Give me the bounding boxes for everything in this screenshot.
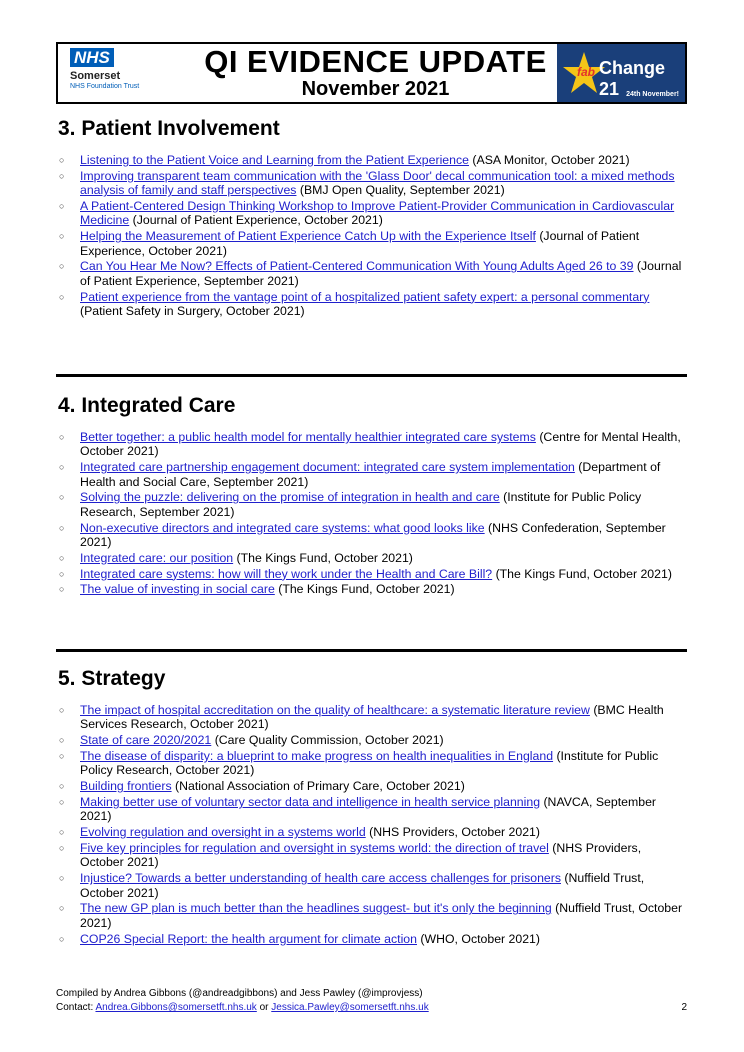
bullet-icon: ○ xyxy=(59,291,65,302)
article-source: (ASA Monitor, October 2021) xyxy=(468,153,630,167)
article-source: (BMC Health Services Research, October 2021) xyxy=(80,703,664,732)
article-source: (The Kings Fund, October 2021) xyxy=(274,582,455,597)
bullet-icon: ○ xyxy=(59,492,65,503)
list-item xyxy=(56,490,687,519)
list-item xyxy=(56,871,687,900)
list-item xyxy=(56,169,687,198)
section-divider xyxy=(56,649,687,652)
page-number: 2 xyxy=(681,1002,687,1013)
bullet-icon: ○ xyxy=(59,751,65,761)
bullet-icon: ○ xyxy=(59,735,65,746)
article-link[interactable]: Helping the Measurement of Patient Experience Catch Up with the Experience Itself xyxy=(80,229,536,244)
article-link[interactable]: Building frontiers xyxy=(80,779,172,794)
section-divider xyxy=(56,374,687,377)
email-link-jessica[interactable]: Jessica.Pawley@somersetft.nhs.uk xyxy=(271,1002,429,1013)
article-source: (Care Quality Commission, October 2021) xyxy=(211,733,444,748)
bullet-icon: ○ xyxy=(59,584,65,595)
list-item xyxy=(56,779,687,793)
list-item xyxy=(56,153,687,167)
nhs-trust-name: NHS Foundation Trust xyxy=(70,83,140,90)
section-title: 5. Strategy xyxy=(58,667,166,690)
item-list xyxy=(56,703,687,946)
bullet-icon: ○ xyxy=(59,568,65,579)
article-link[interactable]: Integrated care partnership engagement document: integrated care system implementation xyxy=(80,460,575,475)
list-item xyxy=(56,551,687,565)
contact-line xyxy=(56,1001,687,1015)
bullet-icon: ○ xyxy=(59,827,65,838)
article-link[interactable]: Evolving regulation and oversight in a systems world xyxy=(80,825,366,840)
article-link[interactable]: Patient experience from the vantage point of a hospitalized patient safety expert: a personal commentary xyxy=(80,289,650,304)
list-item xyxy=(56,733,687,747)
article-source: (Centre for Mental Health, October 2021) xyxy=(80,430,681,459)
item-list xyxy=(56,153,687,318)
bullet-icon: ○ xyxy=(59,170,65,181)
list-item xyxy=(56,749,687,778)
article-source: (NHS Providers, October 2021) xyxy=(80,841,642,870)
fab-word: fab xyxy=(577,65,595,79)
bullet-icon: ○ xyxy=(59,903,65,914)
contact-label: Contact: xyxy=(56,1002,96,1013)
article-link[interactable]: COP26 Special Report: the health argument for climate action xyxy=(80,931,417,946)
nhs-somerset-logo xyxy=(70,48,139,91)
article-source: (Patient Safety in Surgery, October 2021) xyxy=(80,304,305,319)
fab-date: 24th November! xyxy=(626,91,679,98)
email-link-andrea[interactable]: Andrea.Gibbons@somersetft.nhs.uk xyxy=(95,1002,257,1013)
article-source: (NHS Providers, October 2021) xyxy=(365,825,540,840)
section-patient-involvement xyxy=(56,117,687,320)
item-list xyxy=(56,430,687,597)
list-item xyxy=(56,199,687,228)
page-footer xyxy=(56,987,687,1015)
bullet-icon: ○ xyxy=(59,933,65,944)
bullet-icon: ○ xyxy=(59,873,65,884)
list-item xyxy=(56,932,687,946)
list-item xyxy=(56,795,687,824)
list-item xyxy=(56,460,687,489)
bullet-icon: ○ xyxy=(59,522,65,533)
bullet-icon: ○ xyxy=(59,843,65,853)
page-subtitle: November 2021 xyxy=(301,78,450,100)
article-link[interactable]: The new GP plan is much better than the headlines suggest- but it's only the beginning xyxy=(80,901,552,916)
article-source: (Journal of Patient Experience, September 2021) xyxy=(80,259,682,288)
article-source: (NHS Confederation, September 2021) xyxy=(80,520,666,550)
list-item xyxy=(56,430,687,459)
article-source: (Department of Health and Social Care, September 2021) xyxy=(80,460,661,489)
article-source: (Nuffield Trust, October 2021) xyxy=(80,871,645,900)
article-link[interactable]: Listening to the Patient Voice and Learning from the Patient Experience xyxy=(80,153,469,167)
bullet-icon: ○ xyxy=(59,705,65,715)
article-link[interactable]: Making better use of voluntary sector data and intelligence in health service planning xyxy=(80,795,541,809)
list-item xyxy=(56,229,687,258)
article-link[interactable]: State of care 2020/2021 xyxy=(80,733,212,748)
bullet-icon: ○ xyxy=(59,797,65,807)
compiled-by: Compiled by Andrea Gibbons (@andreadgibbons) and Jess Pawley (@improvjess) xyxy=(56,988,423,999)
section-title: 4. Integrated Care xyxy=(58,394,236,417)
list-item xyxy=(56,582,687,596)
nhs-org-name: Somerset xyxy=(70,70,121,82)
bullet-icon: ○ xyxy=(59,201,65,211)
list-item xyxy=(56,259,687,288)
article-link[interactable]: Five key principles for regulation and oversight in systems world: the direction of travel xyxy=(80,841,549,855)
list-item xyxy=(56,841,687,870)
list-item xyxy=(56,290,687,319)
list-item xyxy=(56,567,687,581)
article-source: (Nuffield Trust, October 2021) xyxy=(80,901,683,930)
article-link[interactable]: Injustice? Towards a better understanding of health care access challenges for prisoners xyxy=(80,871,561,886)
section-integrated-care xyxy=(56,394,687,598)
article-link[interactable]: Integrated care: our position xyxy=(80,550,234,565)
bullet-icon: ○ xyxy=(59,432,65,442)
article-link[interactable]: The disease of disparity: a blueprint to make progress on health inequalities in England xyxy=(80,749,554,763)
list-item xyxy=(56,825,687,839)
article-link[interactable]: The impact of hospital accreditation on the quality of healthcare: a systematic literature review xyxy=(80,703,590,717)
page-title: QI EVIDENCE UPDATE xyxy=(204,44,547,79)
article-source: (The Kings Fund, October 2021) xyxy=(492,566,672,581)
section-strategy xyxy=(56,667,687,947)
title-block xyxy=(203,46,548,100)
fab-change-logo xyxy=(557,44,685,102)
article-source: (NAVCA, September 2021) xyxy=(80,795,656,824)
article-link[interactable]: A Patient-Centered Design Thinking Workshop to Improve Patient-Provider Communication in Cardiovascular Medicine xyxy=(80,199,675,228)
article-link[interactable]: Non-executive directors and integrated care systems: what good looks like xyxy=(80,520,485,535)
bullet-icon: ○ xyxy=(59,552,65,563)
article-source: (Journal of Patient Experience, October 2021) xyxy=(80,229,640,258)
article-link[interactable]: Integrated care systems: how will they work under the Health and Care Bill? xyxy=(80,566,493,581)
or-text: or xyxy=(256,1002,272,1013)
bullet-icon: ○ xyxy=(59,155,65,165)
article-link[interactable]: Can You Hear Me Now? Effects of Patient-Centered Communication With Young Adults Aged 26 to 39 xyxy=(80,259,634,274)
article-link[interactable]: Better together: a public health model for mentally healthier integrated care systems xyxy=(80,430,536,444)
article-source: (Institute for Public Policy Research, October 2021) xyxy=(80,749,659,778)
page-header xyxy=(56,42,687,104)
fab-change-text: Change 21 xyxy=(599,58,666,99)
article-source: (BMJ Open Quality, September 2021) xyxy=(296,183,505,198)
article-source: (National Association of Primary Care, October 2021) xyxy=(171,779,465,794)
article-source: (WHO, October 2021) xyxy=(416,931,540,946)
list-item xyxy=(56,901,687,930)
section-title: 3. Patient Involvement xyxy=(58,117,280,140)
bullet-icon: ○ xyxy=(59,462,65,473)
article-link[interactable]: Solving the puzzle: delivering on the promise of integration in health and care xyxy=(80,490,500,505)
nhs-badge: NHS xyxy=(70,48,114,67)
list-item xyxy=(56,521,687,550)
article-link[interactable]: Improving transparent team communication with the 'Glass Door' decal communication tool: a mixed methods analysis of family and staff perspectives xyxy=(80,168,675,198)
article-link[interactable]: The value of investing in social care xyxy=(80,582,275,597)
bullet-icon: ○ xyxy=(59,231,65,242)
article-source: (Journal of Patient Experience, October 2021) xyxy=(129,213,383,228)
article-source: (The Kings Fund, October 2021) xyxy=(233,550,413,565)
bullet-icon: ○ xyxy=(59,261,65,272)
list-item xyxy=(56,703,687,732)
article-source: (Institute for Public Policy Research, September 2021) xyxy=(80,490,642,519)
bullet-icon: ○ xyxy=(59,781,65,792)
